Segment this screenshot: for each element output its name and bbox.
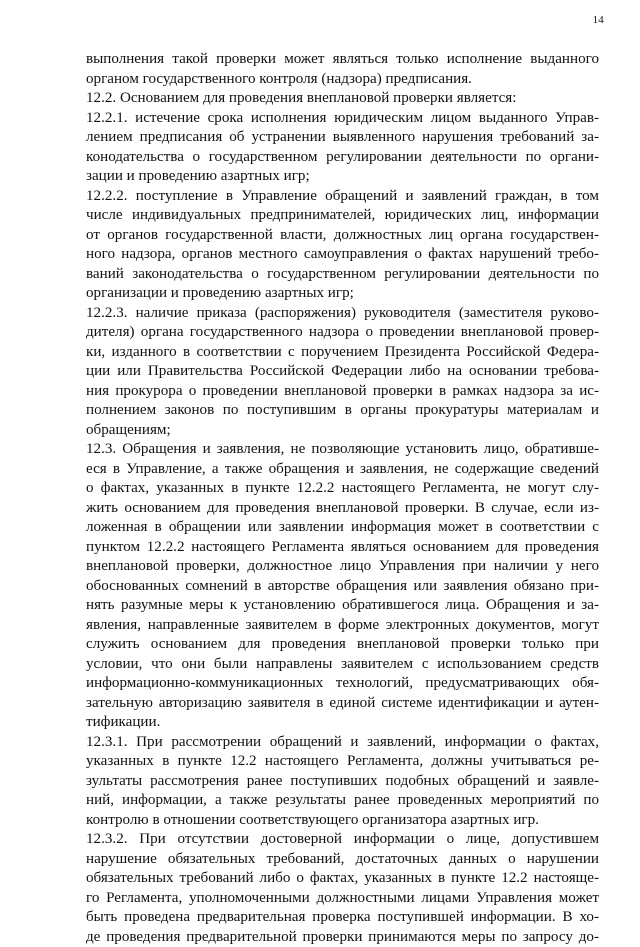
text-line: ваний законодательства о государственном регулировании деятельности по — [86, 265, 599, 285]
text-line: пунктом 12.2.2 настоящего Регламента являться основанием для проведения — [86, 538, 599, 558]
text-line: ки, изданного в соответствии с поручением Президента Российской Федера- — [86, 343, 599, 363]
text-line: условии, что они были направлены заявителем с использованием средств — [86, 655, 599, 675]
text-line: от органов государственной власти, должностных лиц органа государствен- — [86, 226, 599, 246]
body-text — [86, 50, 599, 947]
text-line: 12.2.3. наличие приказа (распоряжения) руководителя (заместителя руково- — [86, 304, 599, 324]
text-line: информационно-коммуникационных технологий, предусматривающих обя- — [86, 674, 599, 694]
text-line: де проведения предварительной проверки принимаются меры по запросу до- — [86, 928, 599, 947]
text-line: 12.3. Обращения и заявления, не позволяющие установить лицо, обративше- — [86, 440, 599, 460]
text-line: обязательных требований либо о фактах, указанных в пункте 12.2 настояще- — [86, 869, 599, 889]
text-line: обоснованных сомнений в авторстве обращения или заявления обязано при- — [86, 577, 599, 597]
text-line: дителя) органа государственного надзора о проведении внеплановой провер- — [86, 323, 599, 343]
text-line: нять разумные меры к установлению обратившегося лица. Обращения и за- — [86, 596, 599, 616]
text-line: ний, информации, а также результаты ранее проведенных мероприятий по — [86, 791, 599, 811]
text-line: указанных в пункте 12.2 настоящего Регламента, должны учитываться ре- — [86, 752, 599, 772]
text-line: жить основанием для проведения внеплановой проверки. В случае, если из- — [86, 499, 599, 519]
text-line: еся в Управление, а также обращения и заявления, не содержащие сведений — [86, 460, 599, 480]
text-line: 12.2.2. поступление в Управление обращений и заявлений граждан, в том — [86, 187, 599, 207]
text-line: нарушение обязательных требований, достаточных данных о нарушении — [86, 850, 599, 870]
text-line: органом государственного контроля (надзора) предписания. — [86, 70, 599, 90]
text-line: 12.3.2. При отсутствии достоверной информации о лице, допустившем — [86, 830, 599, 850]
text-line: о фактах, указанных в пункте 12.2.2 настоящего Регламента, не могут слу- — [86, 479, 599, 499]
text-line: ложенная в обращении или заявлении информация может в соответствии с — [86, 518, 599, 538]
text-line: выполнения такой проверки может являться только исполнение выданного — [86, 50, 599, 70]
text-line: ного надзора, органов местного самоуправления о фактах нарушений требо- — [86, 245, 599, 265]
text-line: служить основанием для проведения внеплановой проверки только при — [86, 635, 599, 655]
text-line: го Регламента, уполномоченными должностными лицами Управления может — [86, 889, 599, 909]
text-line: контролю в отношении соответствующего организатора азартных игр. — [86, 811, 599, 831]
text-line: 12.2.1. истечение срока исполнения юридическим лицом выданного Управ- — [86, 109, 599, 129]
text-line: конодательства о государственном регулировании деятельности по органи- — [86, 148, 599, 168]
text-line: явления, направленные заявителем в форме электронных документов, могут — [86, 616, 599, 636]
text-line: ния прокурора о проведении внеплановой проверки в рамках надзора за ис- — [86, 382, 599, 402]
text-line: организации и проведению азартных игр; — [86, 284, 599, 304]
page-number: 14 — [593, 14, 604, 26]
text-line: зультаты рассмотрения ранее поступивших подобных обращений и заявле- — [86, 772, 599, 792]
text-line: зательную авторизацию заявителя в единой системе идентификации и аутен- — [86, 694, 599, 714]
text-line: быть проведена предварительная проверка поступившей информации. В хо- — [86, 908, 599, 928]
text-line: лением предписания об устранении выявленного нарушения требований за- — [86, 128, 599, 148]
text-line: внеплановой проверки, должностное лицо Управления при наличии у него — [86, 557, 599, 577]
text-line: числе индивидуальных предпринимателей, юридических лиц, информации — [86, 206, 599, 226]
text-line: ции или Правительства Российской Федерации либо на основании требова- — [86, 362, 599, 382]
text-line: зации и проведению азартных игр; — [86, 167, 599, 187]
text-line: 12.2. Основанием для проведения внеплановой проверки является: — [86, 89, 599, 109]
text-line: обращениям; — [86, 421, 599, 441]
text-line: 12.3.1. При рассмотрении обращений и заявлений, информации о фактах, — [86, 733, 599, 753]
text-line: тификации. — [86, 713, 599, 733]
text-line: полнением законов по поступившим в органы прокуратуры материалам и — [86, 401, 599, 421]
